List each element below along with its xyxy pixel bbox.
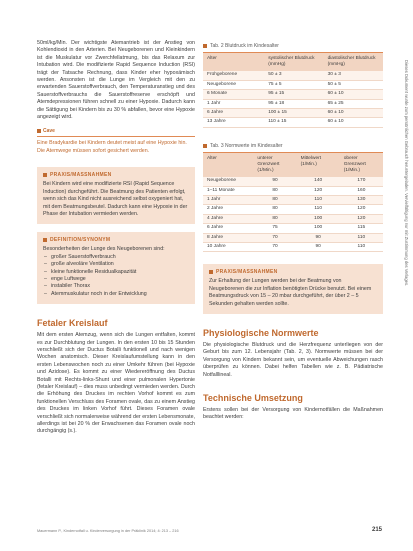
table-cell: 110 ± 15 <box>264 118 323 127</box>
table-row <box>203 99 383 108</box>
practice-box-heading <box>43 172 189 178</box>
table-cell: Neugeborene <box>203 177 253 186</box>
table-cell: 110 <box>340 242 383 251</box>
definition-box-intro: Besonderheiten der Lunge des Neugeborenen sind: <box>43 246 165 253</box>
table-cell: 140 <box>297 177 340 186</box>
table-row <box>203 205 383 214</box>
table-cell: 100 <box>297 214 340 223</box>
table-marker-icon <box>203 44 207 48</box>
table-cell: 75 ± 5 <box>264 80 323 89</box>
definition-box-heading <box>43 237 189 243</box>
column-header: diastolischer Blutdruck (mmHg) <box>324 53 383 71</box>
table-marker-icon <box>203 144 207 148</box>
table-heart-rate <box>203 140 383 253</box>
box-marker-icon <box>43 238 47 242</box>
table-cell: 120 <box>297 186 340 195</box>
table-cell: 115 <box>340 224 383 233</box>
definition-box-title: DEFINITION/SYNONYM <box>50 237 111 244</box>
section-heading-normal-values: Physiologische Normwerte <box>203 327 319 338</box>
table-cell: 95 ± 15 <box>264 90 323 99</box>
table-row <box>203 177 383 186</box>
table-cell: 4 Jahre <box>203 214 253 223</box>
table-row <box>203 242 383 251</box>
table-cell: 120 <box>340 205 383 214</box>
practice-box-title: PRAXIS/MASSNAHMEN <box>50 172 112 179</box>
definition-list <box>43 254 189 298</box>
table-row <box>203 214 383 223</box>
list-item: – große alveoläre Ventilation <box>43 261 189 268</box>
table-cell: 60 ± 10 <box>324 108 383 117</box>
table-cell: 1 Jahr <box>203 195 253 204</box>
table-cell: 70 <box>253 233 296 242</box>
table-row <box>203 233 383 242</box>
caution-text: Eine Bradykardie bei Kindern deutet meist auf eine Hypoxie hin. Die Atemwege müssen sofort gesichert werden. <box>37 140 187 154</box>
table-caption-text: Tab. 2 Blutdruck im Kindesalter <box>210 43 279 49</box>
practice-box-text: Bei Kindern wird eine modifizierte RSI (Rapid Sequence Induction) durchgeführt. Die Beatmung des Patienten erfolgt, wenn sich das Kind nicht ausreichend selbst oxygeniert hat, mit dem Beatmungsbeutel. Dadurch kann eine Hypoxie in der Phase der Intubation vermieden werden. <box>43 181 188 217</box>
table-cell: 80 <box>253 205 296 214</box>
right-column <box>203 40 383 422</box>
table-cell: 170 <box>340 177 383 186</box>
table-cell: 110 <box>297 195 340 204</box>
table-row <box>203 71 383 80</box>
section-heading-technical: Technische Umsetzung <box>203 393 303 403</box>
table-cell: 6 Monate <box>203 90 264 99</box>
box-marker-icon <box>43 173 47 177</box>
table-caption <box>203 140 383 153</box>
table-row <box>203 118 383 127</box>
table-cell: 95 ± 18 <box>264 99 323 108</box>
table-caption-text: Tab. 3 Normwerte im Kindesalter <box>210 142 283 149</box>
box-marker-icon <box>209 270 213 274</box>
table-row <box>203 80 383 89</box>
table-cell: 130 <box>340 195 383 204</box>
column-header: oberer Grenzwert (1/Min.) <box>340 153 383 177</box>
left-column <box>37 40 195 436</box>
table-row <box>203 224 383 233</box>
column-header: systolischer Blutdruck (mmHg) <box>264 53 323 71</box>
column-header: unterer Grenzwert (1/Min.) <box>253 153 296 177</box>
table-cell: 10 Jahre <box>203 242 253 251</box>
table-cell: 75 <box>253 224 296 233</box>
table-cell: 90 <box>297 233 340 242</box>
list-item: – instabiler Thorax <box>43 283 189 290</box>
caution-heading <box>37 126 195 137</box>
table-cell: 50 ± 5 <box>324 80 383 89</box>
table-cell: 8 Jahre <box>203 233 253 242</box>
caution-marker-icon <box>37 129 41 133</box>
side-copyright-note <box>400 60 410 480</box>
table-row <box>203 186 383 195</box>
table-cell: 110 <box>297 205 340 214</box>
ventilation-practice-box <box>203 264 383 314</box>
table-cell: 6 Jahre <box>203 108 264 117</box>
table-cell: 90 <box>297 242 340 251</box>
table-cell: 90 <box>253 177 296 186</box>
table-cell: Neugeborene <box>203 80 264 89</box>
table-cell: 6 Jahre <box>203 224 253 233</box>
table-cell: 60 ± 10 <box>324 118 383 127</box>
table-cell: 70 <box>253 242 296 251</box>
column-header: Alter <box>203 53 264 71</box>
caution-box <box>37 126 195 155</box>
practice-box <box>37 167 195 224</box>
definition-box <box>37 232 195 304</box>
table-cell: 50 ± 3 <box>264 71 323 80</box>
section-heading-fetal-circulation: Fetaler Kreislauf <box>37 318 108 329</box>
table-cell: 160 <box>340 186 383 195</box>
ventilation-box-title: PRAXIS/MASSNAHMEN <box>216 269 278 276</box>
table-cell: 60 ± 10 <box>324 90 383 99</box>
list-item: – kleine funktionelle Residualkapazität <box>43 269 189 276</box>
side-note-text: Dieses Dokument wurde zum persönlichen Gebrauch heruntergeladen. Vervielfältigung nur mit Zustimmung des Verlages. <box>404 60 409 287</box>
table-cell: 100 <box>297 224 340 233</box>
ventilation-box-heading <box>209 269 377 275</box>
table-row <box>203 195 383 204</box>
table-cell: 1 Jahr <box>203 99 264 108</box>
column-header: Mittelwert (1/Min.) <box>297 153 340 177</box>
column-header: Alter <box>203 153 253 177</box>
list-item: – enge Luftwege <box>43 276 189 283</box>
table-row <box>203 90 383 99</box>
table-cell: 65 ± 25 <box>324 99 383 108</box>
table-cell: 80 <box>253 186 296 195</box>
caution-label: Cave <box>43 128 55 135</box>
table-cell: 2 Jahre <box>203 205 253 214</box>
table-row <box>203 108 383 117</box>
table-cell: 30 ± 3 <box>324 71 383 80</box>
table-cell: 13 Jahre <box>203 118 264 127</box>
section-fetal-circulation-text: Mit dem ersten Atemzug, wenn sich die Lungen entfalten, kommt es zur Durchblutung der Lungen. In den ersten 10 bis 15 Stunden verschließt sich der Ductus Botalli funktionell und nach wenigen Wochen anatomisch. Dieser Kreislaufumstellung kann in den ersten Lebenswochen noch zu einer Umkehr führen (bei Hypoxie und Azidose). Es kommt zu einer Wiedereröffnung des Ductus Botalli mit Rechts-links-Shunt und einer pulmonalen Hypertonie (fetaler Kreislauf) – dies muss unbedingt vermieden werden. Durch die Erhöhung des Druckes im rechten Vorhof kommt es zum funktionellen Verschluss des Foramen ovale, das zu einem Anstieg des Druckes im linken Vorhof führt. Dieses Foramen ovale verschließt sich normalerweise während der ersten Lebensmonate, allerdings ist bei 20 % der Erwachsenen das Foramen ovale noch durchgängig (s.). <box>37 332 195 435</box>
table-cell: 1–11 Monate <box>203 186 253 195</box>
table-cell: 80 <box>253 214 296 223</box>
ventilation-box-text: Zur Erhaltung der Lungen werden bei der Beatmung von Neugeborenen die zur Inflation benötigten Drücke benutzt. Bei einem Beatmungsdruck von 15 – 20 mbar durchgeführt, der über 2 – 5 Sekunden gehalten werden sollte. <box>209 278 372 307</box>
table-caption <box>203 40 383 53</box>
table-cell: 120 <box>340 214 383 223</box>
list-item: – Atemmuskulatur noch in der Entwicklung <box>43 291 189 298</box>
section-technical-text: Erstens sollen bei der Versorgung von Kindernotfällen die Maßnahmen beachtet werden: <box>203 407 383 421</box>
table-cell: 110 <box>340 233 383 242</box>
heart-rate-table <box>203 153 383 252</box>
table-cell: 100 ± 15 <box>264 108 323 117</box>
page-number: 215 <box>371 527 382 533</box>
section-normal-values-text: Die physiologische Blutdruck und die Herzfrequenz unterliegen von der Geburt bis zum 12. Lebensjahr (Tab. 2, 3). Normwerte müssen bei der Versorgung von Kindern bekannt sein, um eventuelle Abweichungen rasch überprüfen zu können. Dabei helfen Tabellen wie z. B. Pädiatrische Notfalllineal. <box>203 341 383 378</box>
table-blood-pressure <box>203 40 383 128</box>
blood-pressure-table <box>203 53 383 127</box>
table-cell: 80 <box>253 195 296 204</box>
list-item: – großer Sauerstoffverbrauch <box>43 254 189 261</box>
intro-paragraph: 50ml/kg/Min. Der wichtigste Atemantrieb ist der Anstieg von Kohlendioxid in den Arterien. Bei Neugeborenen und Kleinkindern ist die Muskulatur vor Zwerchfellatmung, bis das Relaxum zur Intubation wird. Die modifizierte Rapid Sequence Induction (RSI) trägt der Tatsache Rechnung, dass Kinder eher hypoxämisch werden. Ansonsten ist die Lunge im Vergleich mit den zu erwartenden Sauerstoffverbrauch, den Temperaturanstieg und des Sauerstoffverbrauchs die Sauerstoffreserve erschöpft und Atemdepressionen führen schnell zu einer Hypoxie. Dadurch kann die Sättigung bei Kindern bis zu 30 % abfallen, bevor eine Hypoxie angezeigt wird. <box>37 40 195 121</box>
footer-citation: Mauermann P., Kindernotfall u. Kinderversorgung in der Präklinik 2014; 4: 213 – 216 <box>37 529 179 533</box>
table-cell: Frühgeborene <box>203 71 264 80</box>
